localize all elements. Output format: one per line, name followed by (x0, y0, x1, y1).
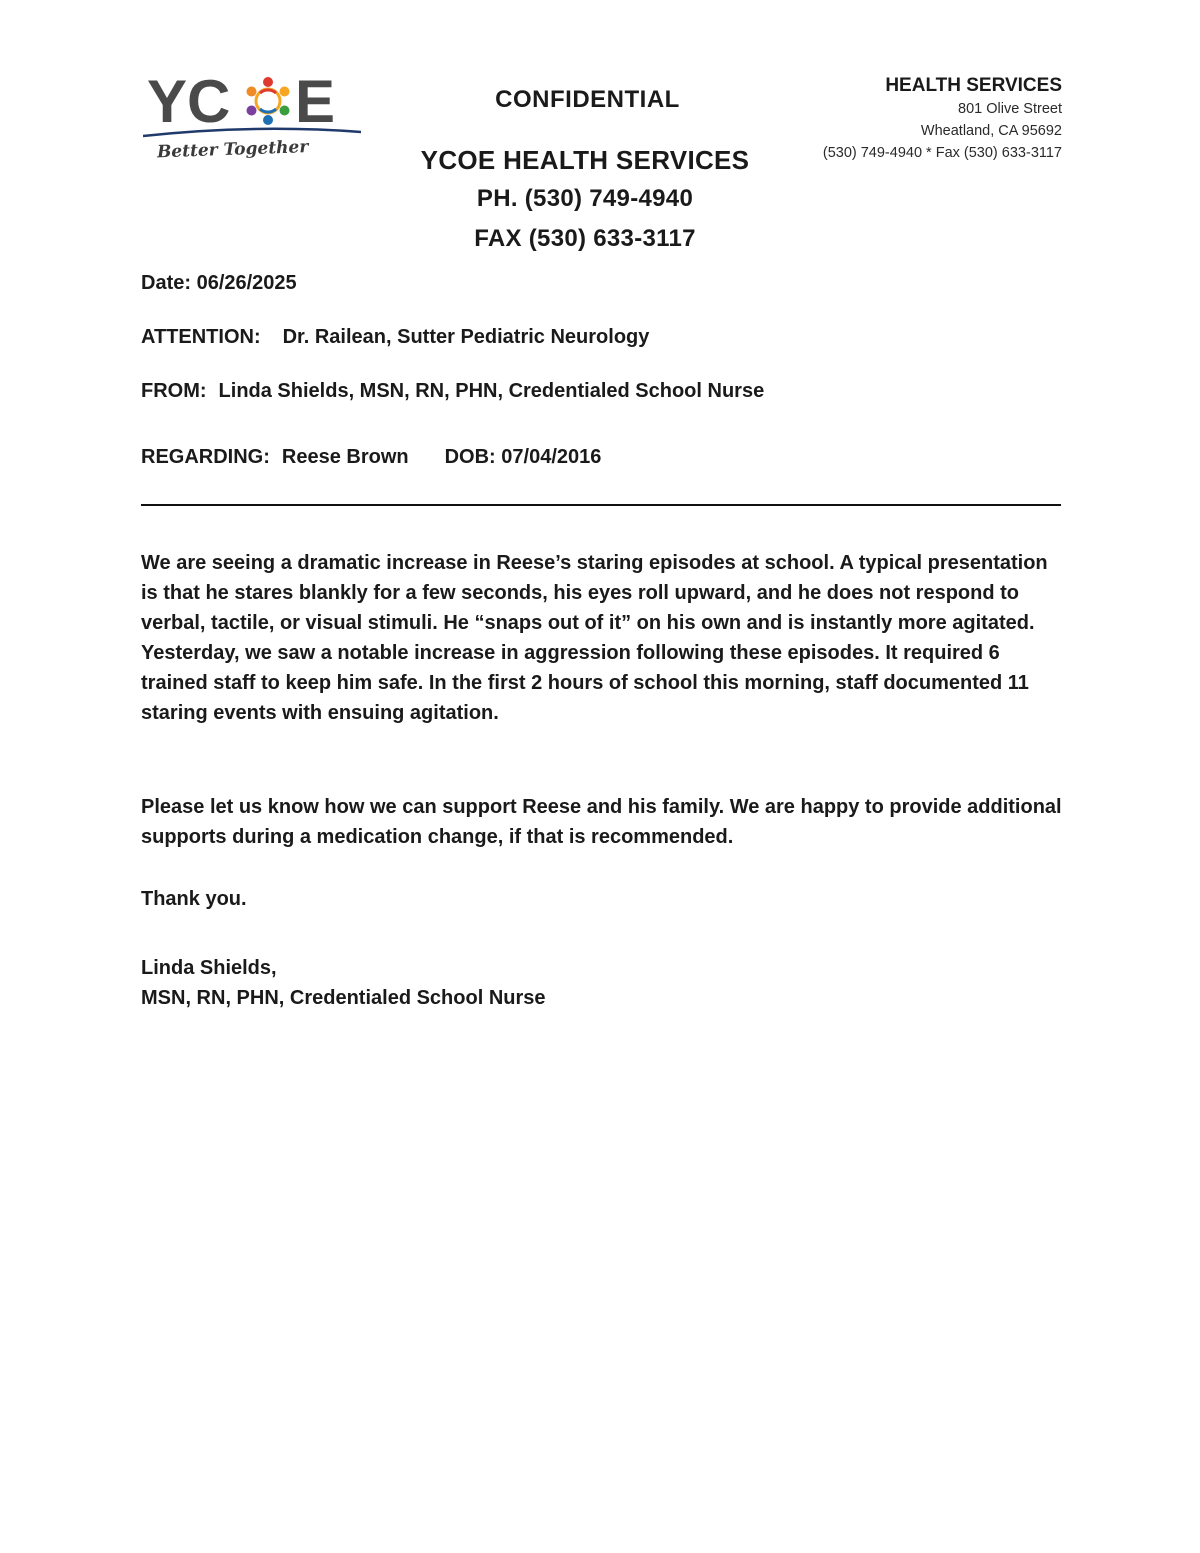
center-fax: FAX (530) 633-3117 (474, 225, 696, 252)
logo-letter-e: E (295, 70, 336, 135)
dob-label: DOB: (444, 446, 496, 468)
date-label: Date: (141, 272, 192, 294)
closing-line: Thank you. (141, 888, 247, 910)
confidential-label: CONFIDENTIAL (495, 86, 680, 113)
header-divider (141, 504, 1061, 506)
ycoe-logo (143, 70, 365, 162)
city-state-zip: Wheatland, CA 95692 (920, 123, 1062, 139)
signature-name: Linda Shields, (141, 957, 277, 979)
attention-label: ATTENTION: (141, 326, 261, 348)
attention-value: Dr. Railean, Sutter Pediatric Neurology (282, 326, 650, 348)
logo-tagline: Better Together (156, 137, 309, 162)
org-title: YCOE HEALTH SERVICES (420, 145, 750, 175)
from-value: Linda Shields, MSN, RN, PHN, Credentialed School Nurse (218, 380, 765, 402)
logo-people-ring-icon (247, 77, 290, 125)
contact-line: (530) 749-4940 * Fax (530) 633-3117 (822, 145, 1062, 161)
date-value: 06/26/2025 (196, 272, 297, 294)
attention-field (141, 326, 649, 349)
date-field (141, 272, 297, 295)
street-address: 801 Olive Street (958, 101, 1062, 117)
ycoe-logo-graphic (143, 70, 365, 162)
signature-title: MSN, RN, PHN, Credentialed School Nurse (141, 987, 546, 1009)
regarding-value: Reese Brown (281, 446, 409, 468)
department-name: HEALTH SERVICES (885, 75, 1062, 96)
body-paragraph-2: Please let us know how we can support Reese and his family. We are happy to provide additional supports during a medication change, if that is recommended. (141, 796, 1062, 848)
center-phone: PH. (530) 749-4940 (476, 185, 694, 212)
dob-value: 07/04/2016 (501, 446, 602, 468)
signature-block (141, 953, 546, 1013)
letterhead-address (760, 74, 1062, 164)
from-label: FROM: (141, 380, 207, 402)
from-field (141, 380, 764, 403)
regarding-field (141, 446, 601, 469)
logo-letters-yc: YC (147, 70, 231, 135)
center-heading (400, 141, 770, 259)
regarding-label: REGARDING: (141, 446, 270, 468)
body-paragraph-1: We are seeing a dramatic increase in Reese’s staring episodes at school. A typical presentation is that he stares blankly for a few seconds, his eyes roll upward, and he does not respond to verbal, tactile, or visual stimuli. He “snaps out of it” on his own and is instantly more agitated. Yesterday, we saw a notable increase in aggression following these episodes. It required 6 trained staff to keep him safe. In the first 2 hours of school this morning, staff documented 11 staring events with ensuing agitation. (141, 552, 1048, 724)
